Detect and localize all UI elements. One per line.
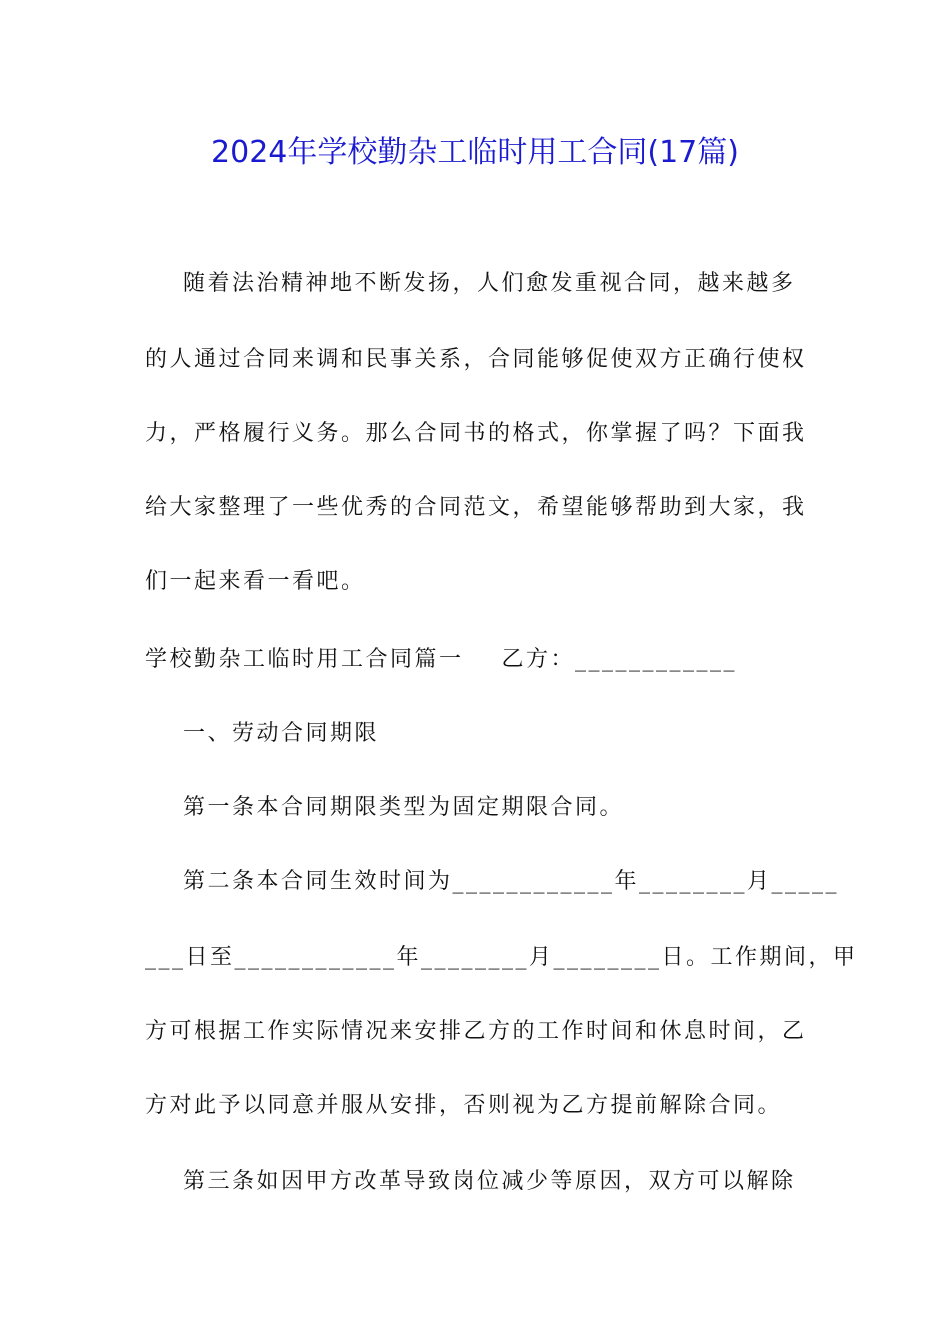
body-line-4: 给大家整理了一些优秀的合同范文，希望能够帮助到大家，我: [145, 495, 807, 520]
clause-2-line-3: 方可根据工作实际情况来安排乙方的工作时间和休息时间，乙: [145, 1019, 807, 1044]
clause-2-line-1: 第二条本合同生效时间为____________年________月_____: [145, 869, 839, 894]
document-title: 2024年学校勤杂工临时用工合同(17篇): [211, 135, 739, 170]
clause-2-line-2: ___日至____________年________月________日。工作期间，甲: [145, 945, 858, 970]
body-line-3: 力，严格履行义务。那么合同书的格式，你掌握了吗？下面我: [145, 421, 807, 446]
body-line-2: 的人通过合同来调和民事关系，合同能够促使双方正确行使权: [145, 347, 807, 372]
clause-1: 第一条本合同期限类型为固定期限合同。: [145, 795, 624, 820]
body-line-5: 们一起来看一看吧。: [145, 569, 366, 594]
clause-2-line-4: 方对此予以同意并服从安排，否则视为乙方提前解除合同。: [145, 1093, 783, 1118]
body-line-1: 随着法治精神地不断发扬，人们愈发重视合同，越来越多: [145, 271, 796, 296]
article-heading-1: 一、劳动合同期限: [145, 721, 379, 746]
clause-3-line-1: 第三条如因甲方改革导致岗位减少等原因，双方可以解除: [145, 1169, 796, 1194]
section-heading-line: 学校勤杂工临时用工合同篇一 乙方：____________: [145, 647, 737, 672]
